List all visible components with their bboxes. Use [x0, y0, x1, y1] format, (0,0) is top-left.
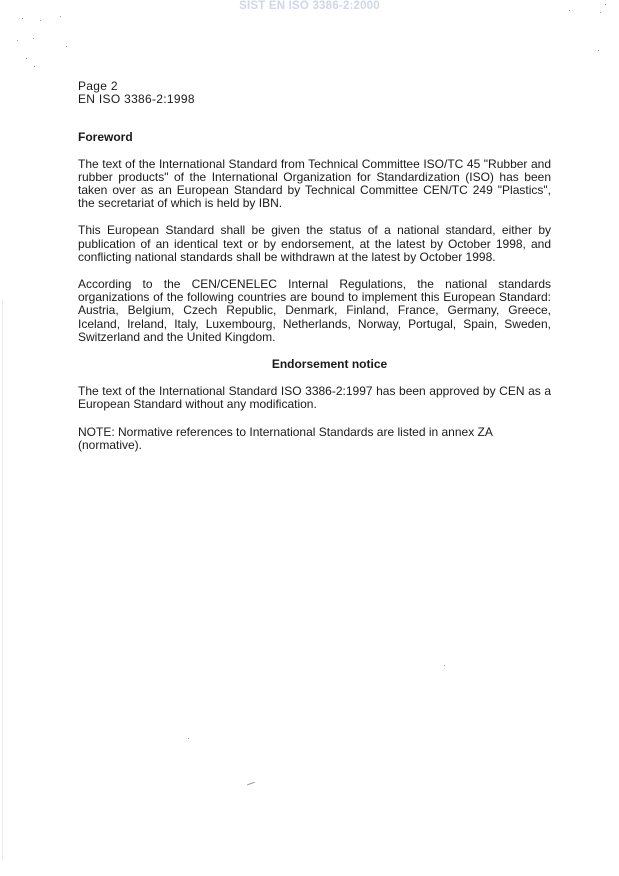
- scan-speck: [605, 4, 606, 5]
- standard-id: EN ISO 3386-2:1998: [78, 92, 195, 107]
- scan-speck: [247, 782, 255, 786]
- scan-speck: [22, 18, 23, 19]
- foreword-paragraph: This European Standard shall be given the status of a national standard, either by publication of an identical text or by endorsement, at the latest by October 1998, and conflicting national standards shall be withdrawn at the latest by October 1998.: [78, 223, 551, 264]
- scan-speck: [66, 46, 67, 47]
- foreword-paragraph: According to the CEN/CENELEC Internal Regulations, the national standards organizations of the following countries are bound to implement this European Standard: Austria, Belgium, Czech Republic, Denmark, Finland, France, Germany, Greece, Iceland, Ireland, Italy, Luxembourg, Netherlands, Norway, Portugal, Spain, Sweden, Switzerland and the United Kingdom.: [78, 277, 551, 344]
- scan-speck: [600, 12, 601, 13]
- scan-speck: [34, 66, 35, 67]
- scan-speck: [17, 40, 18, 41]
- scan-speck: [188, 738, 189, 739]
- document-page: [78, 80, 551, 452]
- scan-speck: [40, 20, 41, 21]
- endorsement-heading: Endorsement notice: [271, 357, 388, 372]
- scan-speck: [26, 58, 27, 59]
- foreword-paragraph: The text of the International Standard from Technical Committee ISO/TC 45 "Rubber and rubber products" of the International Organization for Standardization (ISO) has been taken over as an European Standard by Technical Committee CEN/TC 249 "Plastics", the secretariat of which is held by IBN.: [78, 156, 551, 211]
- page-label: Page 2: [78, 79, 118, 93]
- scan-speck: [444, 665, 445, 666]
- scan-speck: [598, 50, 599, 51]
- foreword-heading: Foreword: [78, 130, 133, 145]
- scan-speck: [569, 10, 570, 11]
- watermark: SIST EN ISO 3386-2:2000: [239, 0, 380, 12]
- scan-edge-line: [2, 300, 3, 860]
- endorsement-text: The text of the International Standard ISO 3386-2:1997 has been approved by CEN as a European Standard without any modification.: [78, 384, 551, 412]
- scan-speck: [60, 16, 61, 17]
- normative-note: NOTE: Normative references to International Standards are listed in annex ZA (normative).: [78, 424, 493, 452]
- scan-speck: [33, 38, 34, 39]
